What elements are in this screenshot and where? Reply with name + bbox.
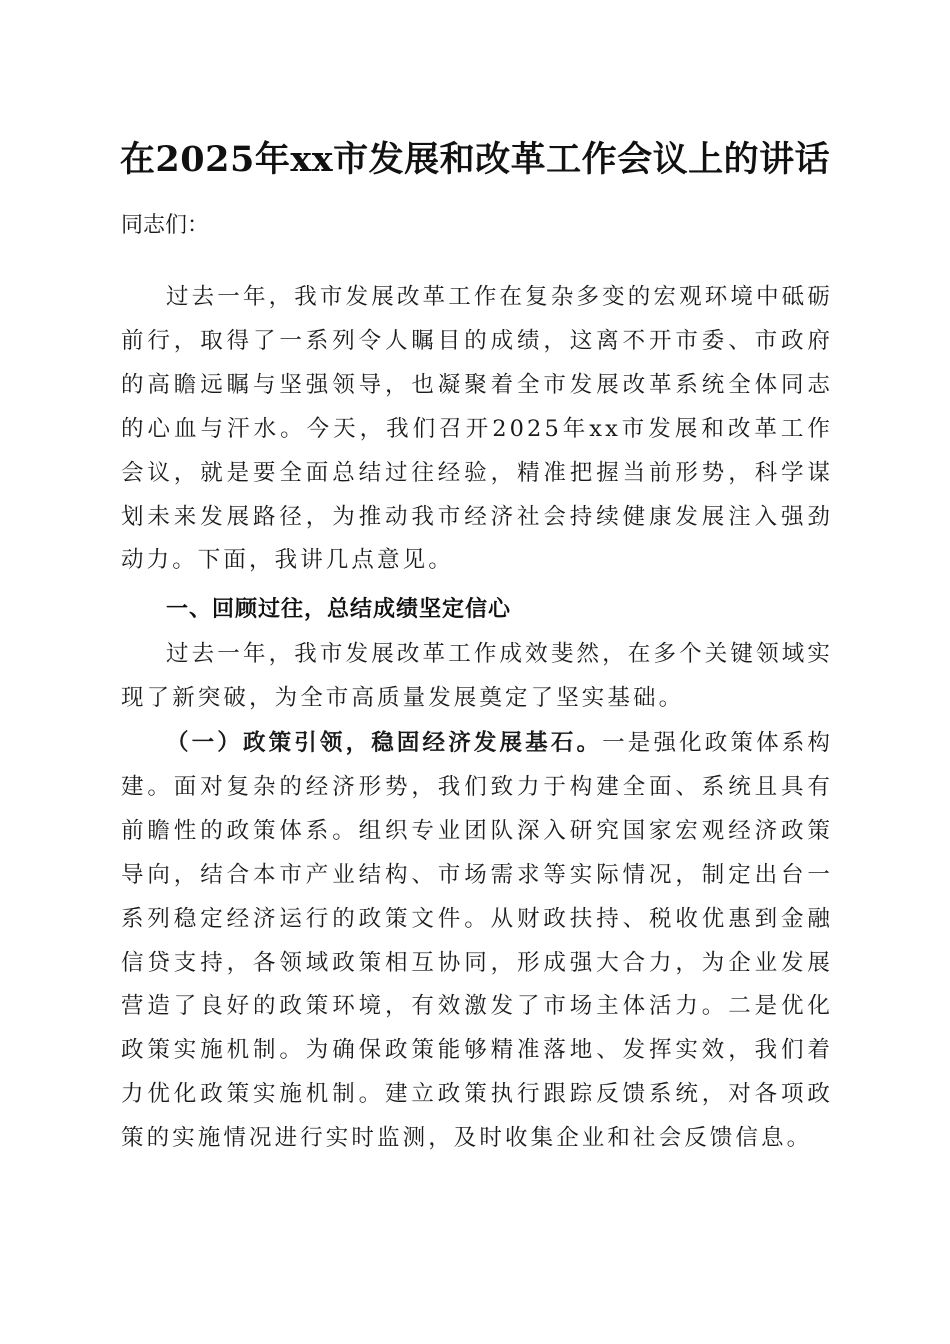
salutation: 同志们： <box>121 213 210 238</box>
section-1-paragraph: 过去一年，我市发展改革工作成效斐然，在多个关键领域实现了新突破，为全市高质量发展奠定了坚实基础。 <box>121 641 833 711</box>
subsection-1-body: 一是强化政策体系构建。面对复杂的经济形势，我们致力于构建全面、系统且具有前瞻性的政策体系。组织专业团队深入研究国家宏观经济政策导向，结合本市产业结构、市场需求等实际情况，制定出台一系列稳定经济运行的政策文件。从财政扶持、税收优惠到金融信贷支持，各领域政策相互协同，形成强大合力，为企业发展营造了良好的政策环境，有效激发了市场主体活力。二是优化政策实施机制。为确保政策能够精准落地、发挥实效，我们着力优化政策实施机制。建立政策执行跟踪反馈系统，对各项政策的实施情况进行实时监测，及时收集企业和社会反馈信息。 <box>121 730 834 1152</box>
section-1-heading: 一、回顾过往，总结成绩坚定信心 <box>166 597 512 622</box>
page-title: 在2025年xx市发展和改革工作会议上的讲话 <box>119 139 831 180</box>
subsection-1-paragraph <box>121 722 833 1161</box>
intro-paragraph: 过去一年，我市发展改革工作在复杂多变的宏观环境中砥砺前行，取得了一系列令人瞩目的成绩，这离不开市委、市政府的高瞻远瞩与坚强领导，也凝聚着全市发展改革系统全体同志的心血与汗水。今天，我们召开2025年xx市发展和改革工作会议，就是要全面总结过往经验，精准把握当前形势，科学谋划未来发展路径，为推动我市经济社会持续健康发展注入强劲动力。下面，我讲几点意见。 <box>121 284 833 574</box>
subsection-1-heading: （一）政策引领，稳固经济发展基石。 <box>166 730 603 756</box>
